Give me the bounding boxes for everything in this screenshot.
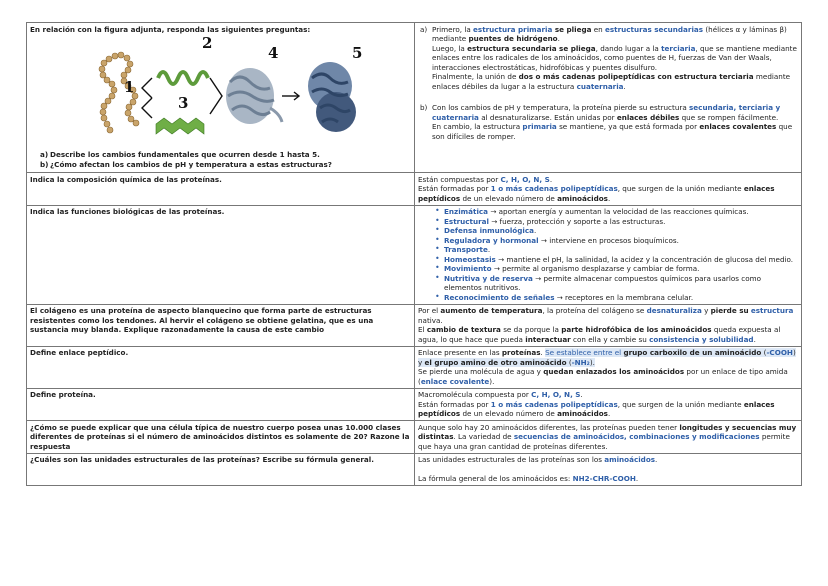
table-row [27,173,802,206]
list-item: • Movimiento → permite al organismo desplazarse y cambiar de forma. [444,264,798,274]
list-item: • Reguladora y hormonal → interviene en procesos bioquímicos. [444,236,798,246]
answer-cell: Aunque solo hay 20 aminoácidos diferentes, las proteínas pueden tener longitudes y secuencias muy distintas. La variedad de secuencias de aminoácidos, combinaciones y modificaciones permite que haya una gran cantidad de proteínas diferentes. [415,421,802,454]
protein-structure-figure [90,34,390,142]
question-text: El colágeno es una proteína de aspecto blanquecino que forma parte de estructuras resistentes como los tendones. Al hervir el colágeno se obtiene gelatina, que es una sustancia muy blanda. Explique razonadamente la causa de este cambio [30,306,374,334]
answer-cell: Por el aumento de temperatura, la proteína del colágeno se desnaturaliza y pierde su estructura nativa. El cambio de textura se da porque la parte hidrofóbica de los aminoácidos queda expuesta al agua, lo que hace que pueda interactuar con ella y cambie su consistencia y solubilidad. [415,304,802,346]
figure-label-4: 4 [268,44,279,62]
question-text: Indica las funciones biológicas de las proteínas. [30,207,225,216]
question-text: En relación con la figura adjunta, responda las siguientes preguntas: [30,24,311,34]
table-row [27,205,802,304]
question-text: Define proteína. [30,390,96,399]
functions-list [418,207,798,302]
answer-a: a) Primero, la estructura primaria se pliega en estructuras secundarias (hélices α y láminas β) mediante puentes de hidrógeno. Luego, la estructura secundaria se pliega, dando lugar a la terciaria, que se mantiene mediante enlaces entre los radicales de los aminoácidos, como puentes de H, fuerzas de Van der Waals, interacciones electrostáticas, hidrofóbicas y puentes disulfuro. Finalmente, la unión de dos o más cadenas polipeptídicas con estructura terciaria mediante enlaces débiles da lugar a la estructura cuaternaria. [420,24,797,91]
list-item: • Nutritiva y de reserva → permite almacenar compuestos químicos para usarlos como elementos nutritivos. [444,274,798,293]
question-cell [27,421,415,454]
tertiary-structure-shape [226,68,282,124]
table-row [27,388,802,421]
answer-cell [415,23,802,173]
answer-list [418,25,798,142]
figure-label-2: 2 [202,34,213,52]
question-cell [27,23,415,173]
question-cell [27,173,415,206]
question-text: Indica la composición química de las proteínas. [30,174,222,184]
question-cell [27,304,415,346]
answer-cell: Las unidades estructurales de las proteínas son los aminoácidos. La fórmula general de los aminoácidos es: NH2-CHR-COOH. [415,453,802,485]
question-cell [27,388,415,421]
figure-label-3: 3 [178,94,189,112]
table-row [27,346,802,388]
questions-table [26,22,802,486]
answer-cell: Macromolécula compuesta por C, H, O, N, S. Están formadas por 1 o más cadenas polipeptídicas, que surgen de la unión mediante enlaces peptídicos de un elevado número de aminoácidos. [415,388,802,421]
list-item: • Homeostasis → mantiene el pH, la salinidad, la acidez y la concentración de glucosa del medio. [444,255,798,265]
sub-question-a: a) Describe los cambios fundamentales que ocurren desde 1 hasta 5. [40,150,320,159]
arrow-down-icon [142,98,152,118]
list-item: • Enzimática → aportan energía y aumentan la velocidad de las reacciones químicas. [444,207,798,217]
answer-cell: Enlace presente en las proteínas. Se establece entre el grupo carboxilo de un aminoácido (-COOH) y el grupo amino de otro aminoácido (-NH₂). Se pierde una molécula de agua y quedan enlazados los aminoácidos por un enlace de tipo amida (enlace covalente). [415,346,802,388]
alpha-helix-shape [158,72,208,84]
question-text: Define enlace peptídico. [30,348,129,357]
question-cell [27,453,415,485]
table-row [27,453,802,485]
question-cell [27,346,415,388]
table-row [27,23,802,173]
list-item: • Reconocimiento de señales → receptores en la membrana celular. [444,293,798,303]
table-row [27,304,802,346]
answer-cell [415,205,802,304]
arrow-up-icon [142,78,152,98]
beta-sheet-shape [156,118,204,134]
protein-structure-illustration [90,38,390,142]
quaternary-structure-shape [308,62,356,132]
figure-label-5: 5 [352,44,363,62]
list-item: • Defensa inmunológica. [444,226,798,236]
sub-question-b: b) ¿Cómo afectan los cambios de pH y temperatura a estas estructuras? [40,159,332,169]
answer-cell: Están compuestas por C, H, O, N, S. Están formadas por 1 o más cadenas polipeptídicas, que surgen de la unión mediante enlaces peptídicos de un elevado número de aminoácidos. [415,173,802,206]
arrow-right-icon [210,78,222,114]
question-text: ¿Cuáles son las unidades estructurales de las proteínas? Escribe su fórmula general. [30,455,374,464]
question-cell [27,205,415,304]
list-item: • Estructural → fuerza, protección y soporte a las estructuras. [444,217,798,227]
table-row [27,421,802,454]
answer-b: b) Con los cambios de pH y temperatura, la proteína pierde su estructura secundaria, terciaria y cuaternaria al desnaturalizarse. Están unidas por enlaces débiles que se rompen fácilmente. En cambio, la estructura primaria se mantiene, ya que está formada por enlaces covalentes que son difíciles de romper. [420,103,793,141]
figure-label-1: 1 [124,78,135,96]
question-text: ¿Cómo se puede explicar que una célula típica de nuestro cuerpo posea unas 10.000 clases diferentes de proteínas si el número de aminoácidos distintos es solamente de 20? Razone la respuesta [30,422,410,451]
list-item: • Transporte. [444,245,798,255]
